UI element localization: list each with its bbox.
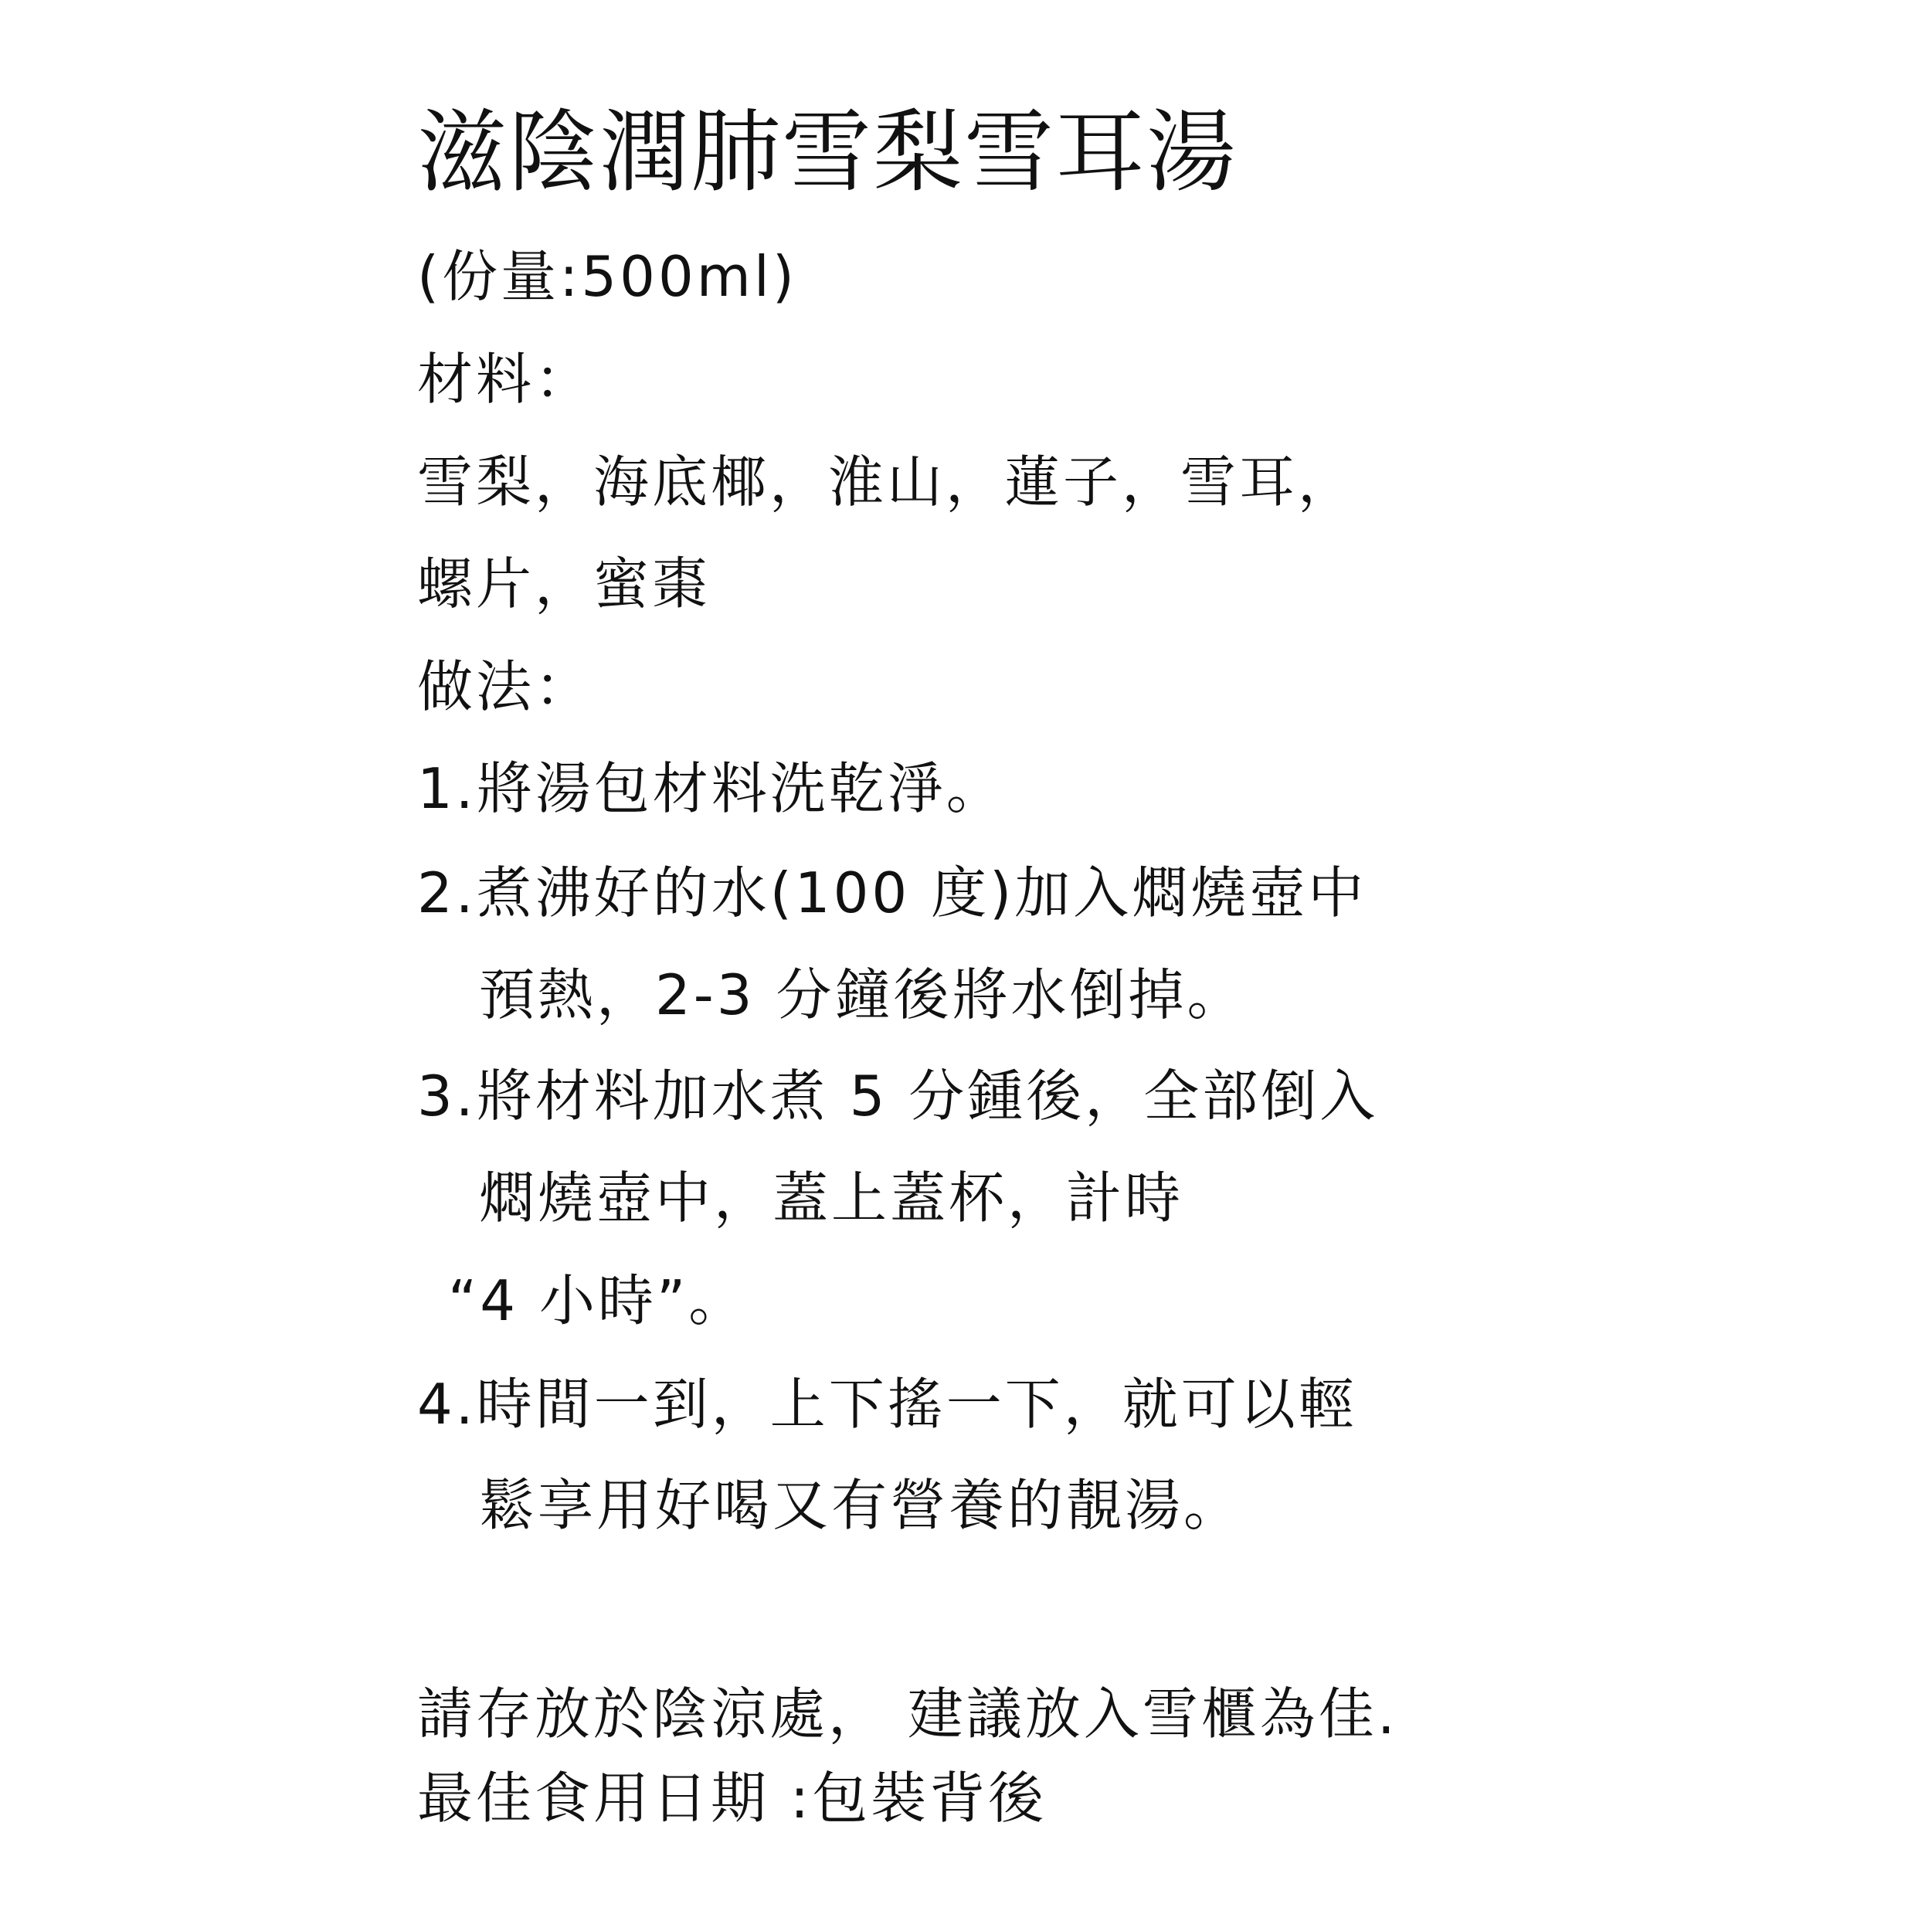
step-4-continued: 鬆享用好喝又有營養的靚湯。 — [479, 1473, 1243, 1538]
step-2-continued: 預熱，2-3 分鐘後將水倒掉。 — [479, 962, 1246, 1027]
step-2: 2.煮沸好的水(100 度)加入燜燒壺中 — [417, 860, 1367, 925]
step-3-continued: “4 小時”。 — [448, 1268, 748, 1333]
ingredients-line: 雪梨，海底椰，淮山，蓮子，雪耳， — [417, 450, 1357, 514]
recipe-title: 滋陰潤肺雪梨雪耳湯 — [417, 100, 1238, 205]
step-4: 4.時間一到，上下搖一下，就可以輕 — [417, 1372, 1357, 1437]
step-1: 1.將湯包材料洗乾淨。 — [417, 756, 1005, 821]
storage-note: 請存放於陰涼處， 建議放入雪櫃為佳. — [417, 1682, 1398, 1746]
method-heading: 做法： — [417, 654, 594, 719]
ingredients-line: 螺片，蜜棗 — [417, 551, 711, 616]
ingredients-heading: 材料： — [417, 347, 594, 412]
step-3-continued: 燜燒壺中，蓋上蓋杯，計時 — [479, 1166, 1184, 1230]
serving-size: (份量:500ml) — [417, 244, 798, 309]
best-before-date: 最佳食用日期 :包裝背後 — [417, 1766, 1047, 1831]
step-3: 3.將材料加水煮 5 分鍾後，全部倒入 — [417, 1064, 1379, 1128]
